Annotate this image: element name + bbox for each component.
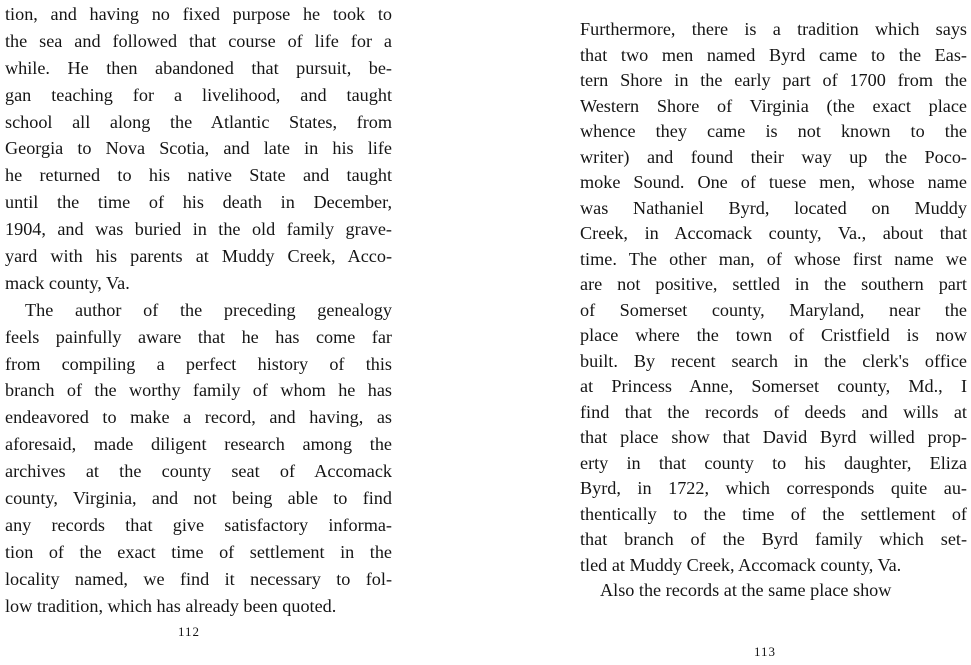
text-line: school all along the Atlantic States, from [5, 111, 392, 132]
text-line: at Princess Anne, Somerset county, Md., I [580, 376, 967, 396]
text-line: whence they came is not known to the [580, 121, 967, 141]
text-line: low tradition, which has already been quoted. [5, 595, 337, 616]
text-line: while. He then abandoned that pursuit, be- [5, 57, 392, 78]
text-line: yard with his parents at Muddy Creek, Acco- [5, 246, 392, 267]
text-line: that branch of the Byrd family which set- [580, 529, 967, 549]
text-line: The author of the preceding genealogy [25, 299, 392, 320]
text-line: of Somerset county, Maryland, near the [580, 299, 967, 320]
text-line: feels painfully aware that he has come far [5, 326, 392, 347]
text-line: Furthermore, there is a tradition which says [580, 19, 967, 39]
text-line: endeavored to make a record, and having, as [5, 407, 392, 428]
text-line: thentically to the time of the settlement of [580, 503, 967, 524]
left-page [5, 1, 392, 619]
text-line: writer) and found their way up the Poco- [580, 146, 967, 167]
text-line: that two men named Byrd came to the Eas- [580, 44, 967, 65]
text-line: locality named, we find it necessary to fol- [5, 568, 392, 589]
text-line: until the time of his death in December, [5, 192, 392, 213]
text-line: archives at the county seat of Accomack [5, 461, 392, 482]
text-line: moke Sound. One of tuese men, whose name [580, 172, 967, 192]
right-page [580, 17, 967, 604]
page-number-left: 112 [178, 624, 201, 639]
text-line: Also the records at the same place show [600, 580, 892, 600]
text-line: Creek, in Accomack county, Va., about that [580, 223, 967, 243]
text-line: erty in that county to his daughter, Eliza [580, 452, 967, 473]
text-line: tern Shore in the early part of 1700 from the [580, 70, 967, 90]
text-line: that place show that David Byrd willed prop- [580, 427, 967, 447]
text-line: are not positive, settled in the southern part [580, 274, 967, 294]
text-line: he returned to his native State and taught [5, 165, 392, 186]
text-line: was Nathaniel Byrd, located on Muddy [580, 197, 967, 218]
text-line: county, Virginia, and not being able to find [5, 488, 392, 509]
text-line: the sea and followed that course of life for a [5, 30, 392, 51]
text-line: time. The other man, of whose first name we [580, 248, 967, 269]
text-line: place where the town of Cristfield is now [580, 325, 967, 345]
text-line: 1904, and was buried in the old family grave- [5, 219, 392, 240]
text-line: Byrd, in 1722, which corresponds quite au- [580, 478, 967, 498]
page-number-right: 113 [754, 644, 777, 659]
text-line: from compiling a perfect history of this [5, 353, 392, 374]
text-line: branch of the worthy family of whom he has [5, 380, 392, 401]
text-line: find that the records of deeds and wills at [580, 401, 967, 422]
text-line: tion of the exact time of settlement in the [5, 541, 392, 562]
text-line: Western Shore of Virginia (the exact place [580, 95, 967, 116]
text-line: Georgia to Nova Scotia, and late in his life [5, 138, 392, 159]
text-line: tled at Muddy Creek, Accomack county, Va. [580, 554, 902, 575]
text-line: gan teaching for a livelihood, and taught [5, 84, 392, 105]
text-line: aforesaid, made diligent research among the [5, 434, 392, 455]
text-line: built. By recent search in the clerk's office [580, 350, 967, 371]
text-line: any records that give satisfactory informa- [5, 514, 392, 535]
text-line: tion, and having no fixed purpose he took to [5, 4, 392, 24]
text-line: mack county, Va. [5, 272, 130, 293]
